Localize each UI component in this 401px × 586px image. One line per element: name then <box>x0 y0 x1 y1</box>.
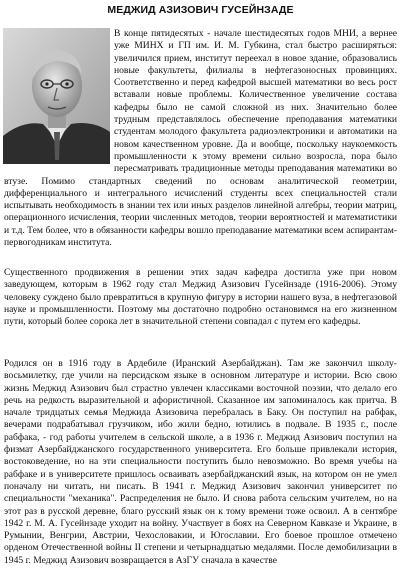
paragraph-1-text: В конце пятидесятых - начале шестидесятых годов МНИ, а вернее уже МИНХ и ГП им. И. М. Губкина, стал быстро расширяться: увеличился прием, институт переехал в новое здание, образовались новые факультеты, филиалы в нефтегазоносных провинциях. Соответственно и перед кафедрой высшей математики во весь рост вставали новые проблемы. Количественное увеличение состава кафедры было не самой сложной из них. Значительно более трудным представлялось обеспечение преподавания математики студентам молодого факультета радиоэлектроники и автоматики на новом качественном уровне. Да и вообще, поскольку наукоемкость промышленности к этому времени сильно возросла, пора было пересматривать традиционные методы преподавания математики во втузе. Помимо стандартных сведений по основам аналитической геометрии, дифференциального и интегрального исчислений студенты всех специальностей стали испытывать необходимость в знании тех или иных разделов линейной алгебры, теории матриц, операционного исчисления, теории численных методов, теории вероятностей и математистики и т.д. Тем более, что в обязанности кафедры вошло преподавание математики всем аспирантам-первогодникам института. <box>4 28 397 249</box>
photo-spacer <box>4 28 114 167</box>
paragraph-2: Существенного продвижения в решении этих задач кафедра достигла уже при новом заведующем, которым в 1962 году стал Меджид Азизович Гусейнзаде (1916-2006). Этому человеку суждено было превратиться в крупную фигуру в истории нашего вуза, в нефтегазовой науке и промышленности. Поэтому мы достаточно подробно остановимся на его жизненном пути, который более сорока лет в значительной степени совпадал с путем его кафедры. <box>4 267 397 328</box>
paragraph-3: Родился он в 1916 году в Ардебиле (Иранский Азербайджан). Там же закончил школу-восьмилетку, где учили на персидском языке в основном литературе и истории. Всю свою жизнь Меджид Азизович был страстно увлечен классиками восточной поэзии, что делало его речь на редкость выразительной и афористичной. Сказанное им запоминалось как притча. В начале тридцатых семья Меджида Азизовича перебралась в Баку. Он поступил на рабфак, вечерами подрабатывал грузчиком, ибо жили бедно, ютились в подвале. В 1935 г., после рабфака, - год работы учителем в сельской школе, а в 1936 г. Меджид Азизович поступил на физмат Азербайджанского государственного университета. Его больше привлекали история, востоковедение, но на эти специальности поступить было невозможно. Во время учебы на рабфаке и в университете пришлось осваивать азербайджанский язык, на котором он не умел поначалу ни читать, ни писать. В 1941 г. Меджид Азизович закончил университет по специальности "механика". Распределения не было. И снова работа сельским учителем, но на этот раз в русской деревне, благо русский язык он к тому времени тоже освоил. А в сентябре 1942 г. М. А. Гусейнзаде уходит на войну. Участвует в боях на Северном Кавказе и Украине, в Румынии, Венгрии, Австрии, Чехословакии, и Югославии. Его боевое прошлое отмечено орденом Отечественной войны II степени и четырнадцатью медалями. После демобилизации в 1945 г. Меджид Азизович возвращается в АзГУ сначала в качестве <box>4 358 397 566</box>
page-title: МЕДЖИД АЗИЗОВИЧ ГУСЕЙНЗАДЕ <box>107 4 294 16</box>
paragraph-1 <box>4 28 397 249</box>
